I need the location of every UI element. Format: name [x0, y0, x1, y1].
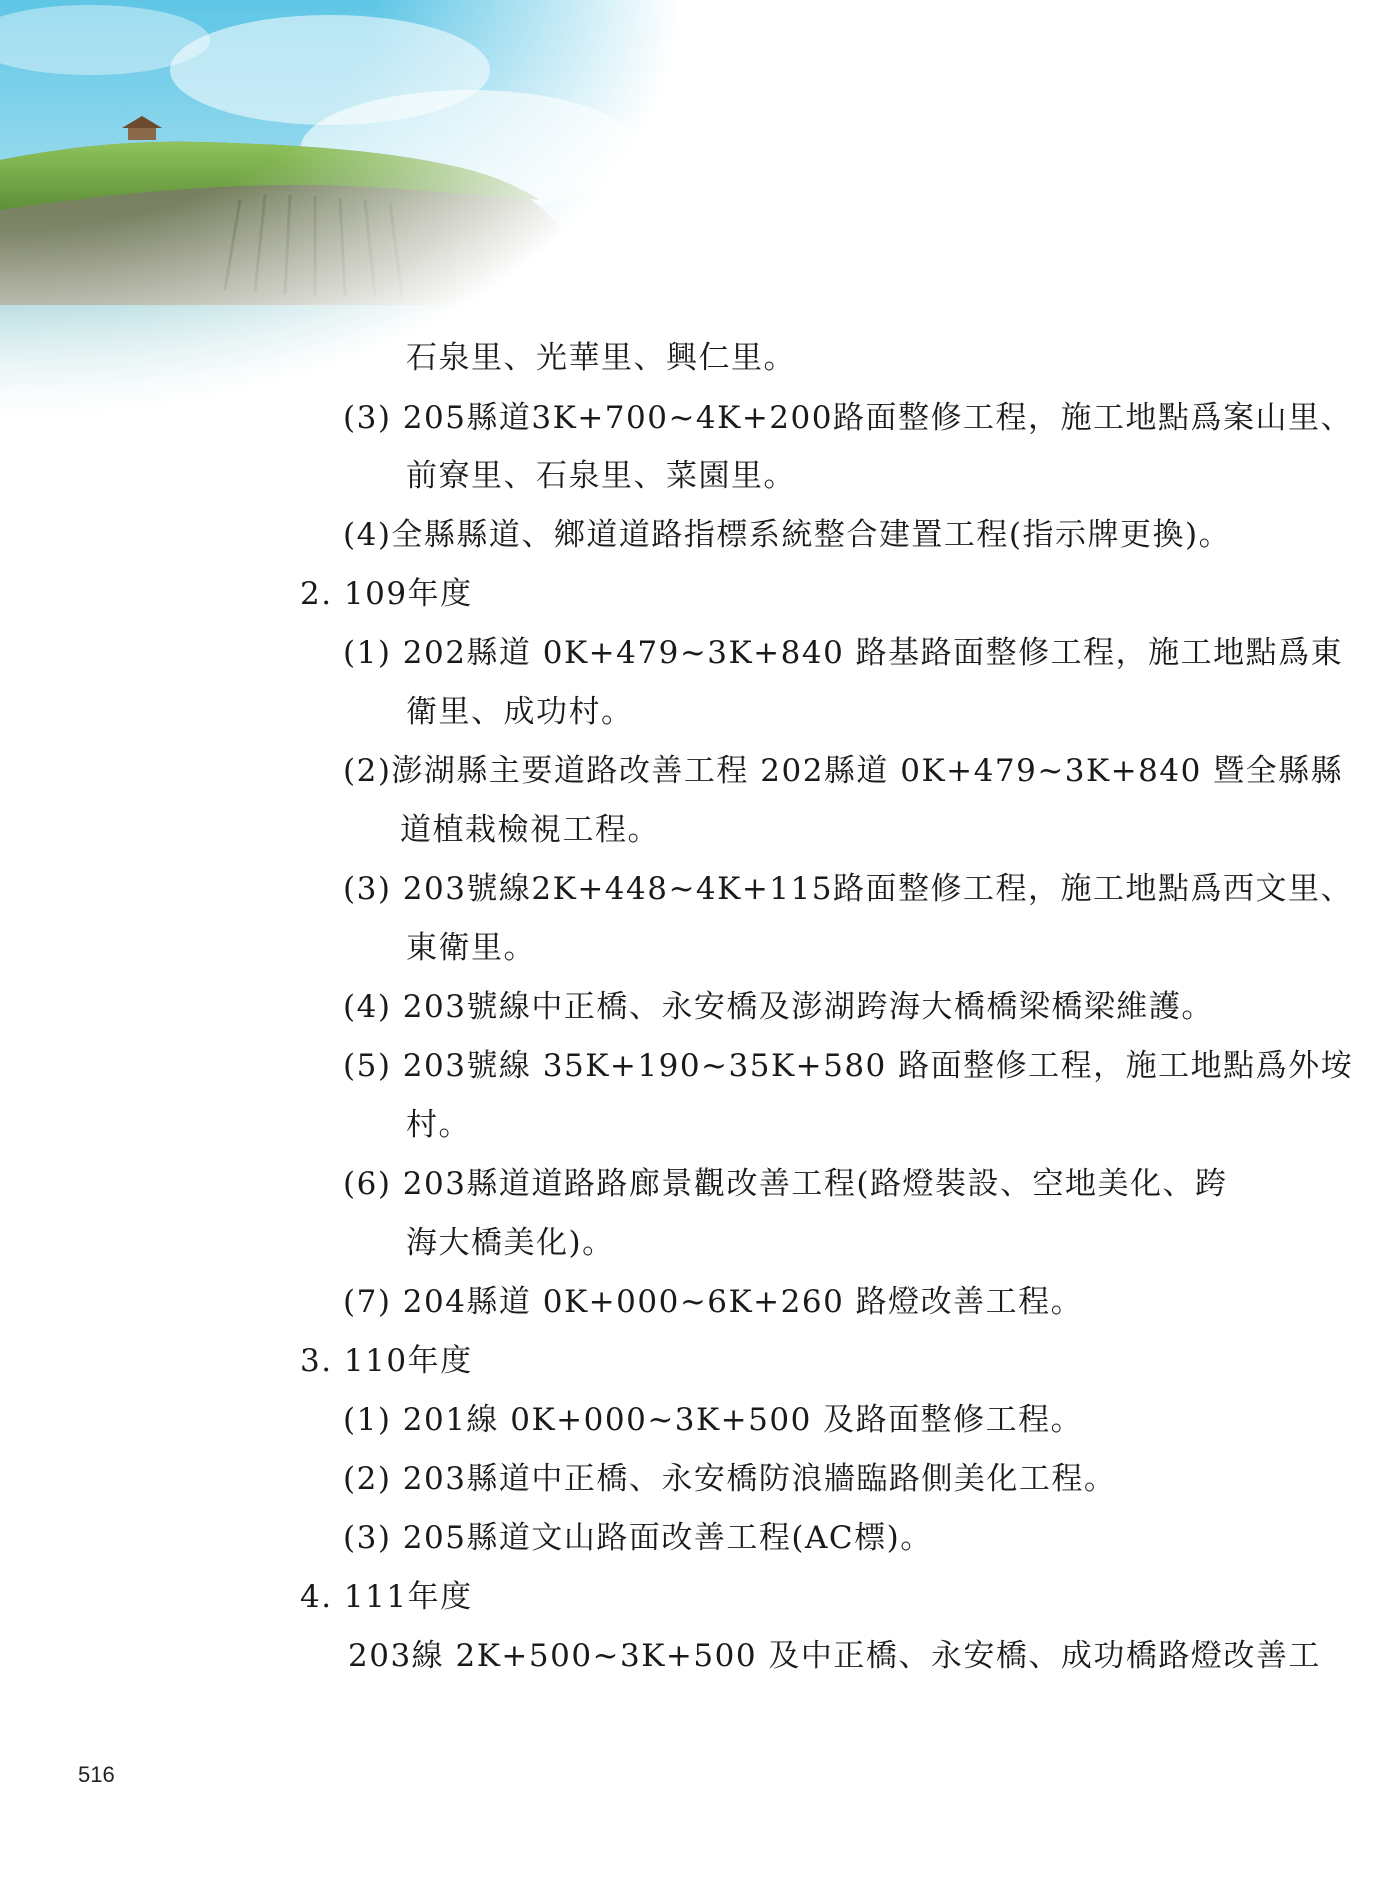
text-line: (2) 203縣道中正橋、永安橋防浪牆臨路側美化工程。 — [343, 1461, 1117, 1497]
text-line: 道植栽檢視工程。 — [400, 812, 660, 848]
text-line: (7) 204縣道 0K+000~6K+260 路燈改善工程。 — [343, 1284, 1084, 1320]
text-line: (6) 203縣道道路路廊景觀改善工程(路燈裝設、空地美化、跨 — [343, 1166, 1228, 1202]
section-heading: 3. 110年度 — [300, 1343, 473, 1379]
text-line: 石泉里、光華里、興仁里。 — [406, 340, 796, 376]
text-line: (5) 203號線 35K+190~35K+580 路面整修工程，施工地點爲外垵 — [343, 1048, 1354, 1084]
section-heading: 2. 109年度 — [300, 576, 473, 612]
text-line: (3) 205縣道3K+700~4K+200路面整修工程，施工地點爲案山里、 — [343, 400, 1353, 436]
text-line: 東衛里。 — [406, 930, 536, 966]
text-line: (4)全縣縣道、鄉道道路指標系統整合建置工程(指示牌更換)。 — [343, 517, 1232, 553]
text-line: 海大橋美化)。 — [406, 1225, 615, 1261]
text-line: (1) 202縣道 0K+479~3K+840 路基路面整修工程，施工地點爲東 — [343, 635, 1344, 671]
text-line: 203線 2K+500~3K+500 及中正橋、永安橋、成功橋路燈改善工 — [348, 1638, 1321, 1674]
text-line: (4) 203號線中正橋、永安橋及澎湖跨海大橋橋梁橋梁維護。 — [343, 989, 1214, 1025]
text-line: 前寮里、石泉里、菜園里。 — [406, 458, 796, 494]
text-line: 衛里、成功村。 — [406, 694, 634, 730]
text-line: (2)澎湖縣主要道路改善工程 202縣道 0K+479~3K+840 暨全縣縣 — [343, 753, 1344, 789]
text-line: (1) 201線 0K+000~3K+500 及路面整修工程。 — [343, 1402, 1084, 1438]
section-heading: 4. 111年度 — [300, 1579, 473, 1615]
text-line: 村。 — [406, 1107, 471, 1143]
text-line: (3) 205縣道文山路面改善工程(AC標)。 — [343, 1520, 933, 1556]
page-number: 516 — [78, 1762, 115, 1787]
text-line: (3) 203號線2K+448~4K+115路面整修工程，施工地點爲西文里、 — [343, 871, 1353, 907]
